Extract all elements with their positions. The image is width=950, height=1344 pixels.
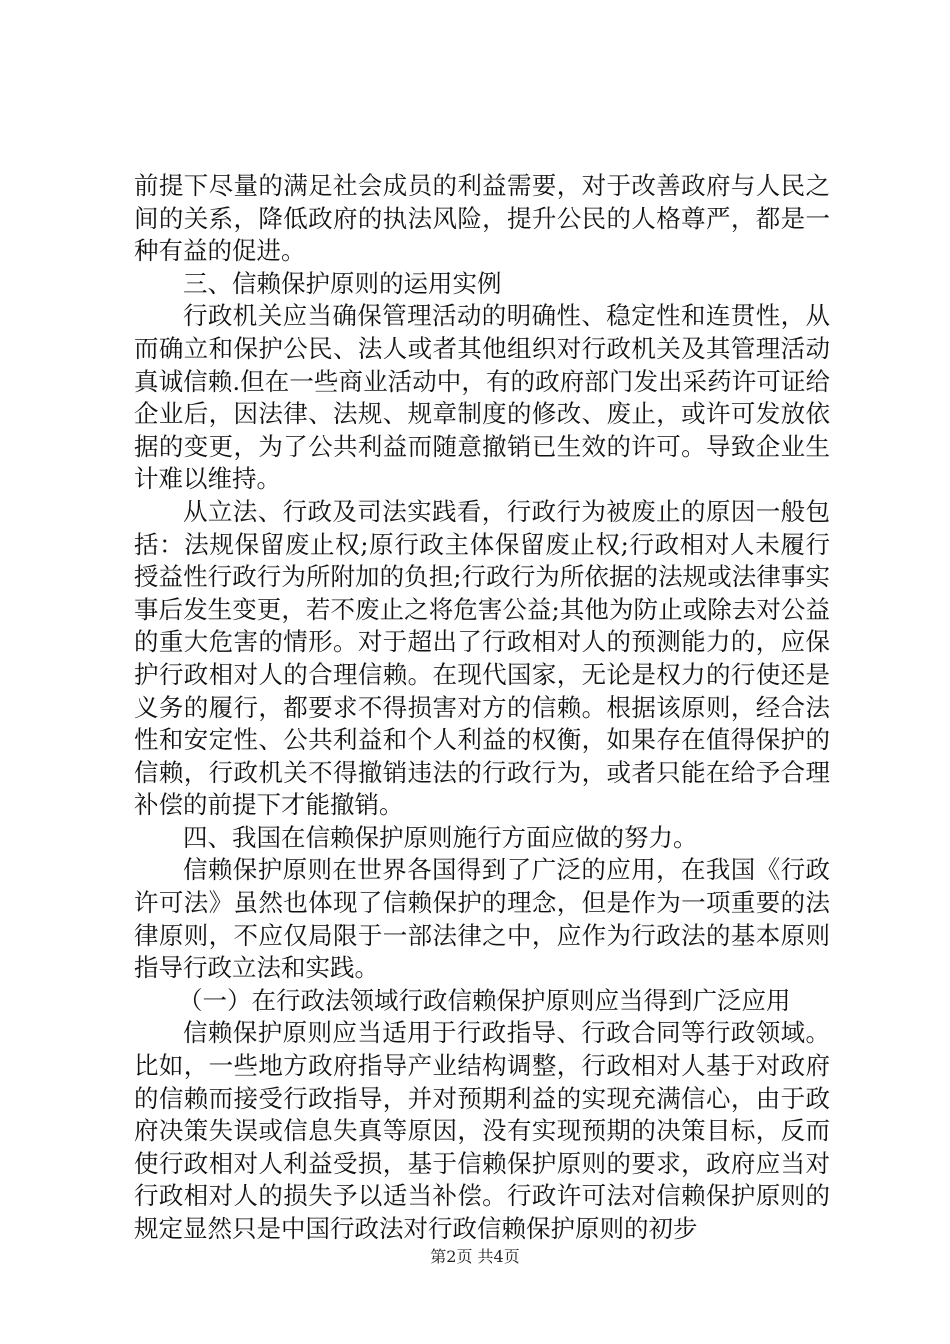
document-body	[134, 170, 830, 1246]
paragraph: 信赖保护原则应当适用于行政指导、行政合同等行政领域。比如，一些地方政府指导产业结构调整，行政相对人基于对政府的信赖而接受行政指导，并对预期利益的实现充满信心，由于政府决策失误或信息失真等原因，没有实现预期的决策目标，反而使行政相对人利益受损，基于信赖保护原则的要求，政府应当对行政相对人的损失予以适当补偿。行政许可法对信赖保护原则的规定显然只是中国行政法对行政信赖保护原则的初步	[134, 1018, 830, 1243]
paragraph-continuation: 前提下尽量的满足社会成员的利益需要，对于改善政府与人民之间的关系，降低政府的执法风险，提升公民的人格尊严，都是一种有益的促进。	[134, 171, 830, 266]
paragraph: 信赖保护原则在世界各国得到了广泛的应用，在我国《行政许可法》虽然也体现了信赖保护的理念，但是作为一项重要的法律原则，不应仅局限于一部法律之中，应作为行政法的基本原则指导行政立法和实践。	[134, 855, 830, 983]
section-heading-4: 四、我国在信赖保护原则施行方面应做的努力。	[183, 822, 698, 852]
page-number-footer: 第2页 共4页	[430, 1247, 520, 1266]
paragraph: 从立法、行政及司法实践看，行政行为被废止的原因一般包括：法规保留废止权;原行政主体保留废止权;行政相对人未履行授益性行政行为所附加的负担;行政行为所依据的法规或法律事实事后发生变更，若不废止之将危害公益;其他为防止或除去对公益的重大危害的情形。对于超出了行政相对人的预测能力的，应保护行政相对人的合理信赖。在现代国家，无论是权力的行使还是义务的履行，都要求不得损害对方的信赖。根据该原则，经合法性和安定性、公共利益和个人利益的权衡，如果存在值得保护的信赖，行政机关不得撤销违法的行政行为，或者只能在给予合理补偿的前提下才能撤销。	[134, 496, 830, 820]
section-heading-3: 三、信赖保护原则的运用实例	[183, 268, 502, 298]
subsection-heading-1: （一）在行政法领域行政信赖保护原则应当得到广泛应用	[178, 985, 791, 1015]
paragraph: 行政机关应当确保管理活动的明确性、稳定性和连贯性，从而确立和保护公民、法人或者其他组织对行政机关及其管理活动真诚信赖.但在一些商业活动中，有的政府部门发出采药许可证给企业后，因法律、法规、规章制度的修改、废止，或许可发放依据的变更，为了公共利益而随意撤销已生效的许可。导致企业生计难以维持。	[134, 301, 830, 494]
